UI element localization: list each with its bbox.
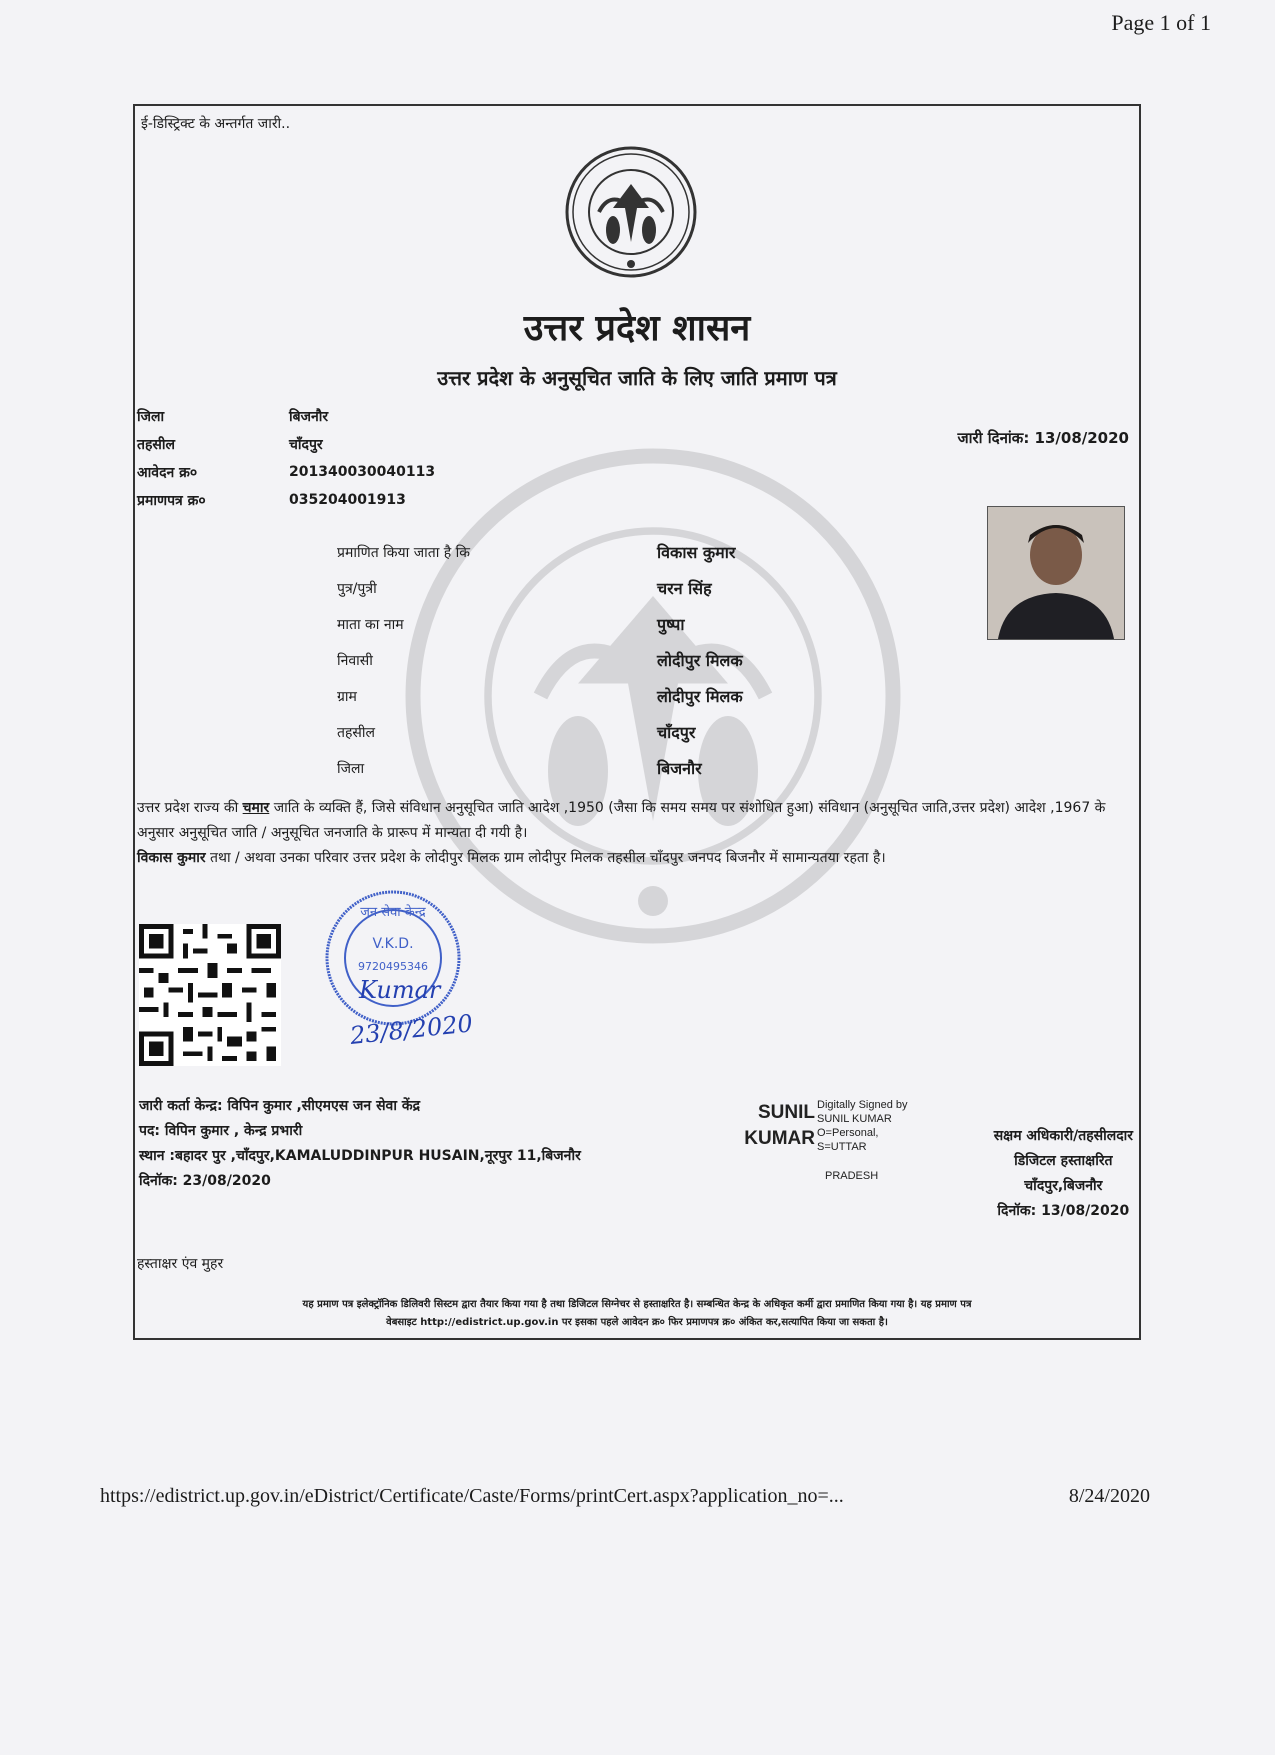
authority-place: चाँदपुर,बिजनौर — [1024, 1178, 1103, 1194]
certificate-subtitle: उत्तर प्रदेश के अनुसूचित जाति के लिए जाति प्रमाण पत्र — [437, 366, 837, 390]
issuing-center — [139, 1094, 581, 1194]
detail-row-resident — [337, 642, 743, 678]
issuer-post: पद: विपिन कुमार , केन्द्र प्रभारी — [139, 1123, 303, 1139]
authority-title: सक्षम अधिकारी/तहसीलदार — [993, 1128, 1133, 1144]
detail-value: बिजनौर — [657, 759, 702, 778]
meta-label: प्रमाणपत्र क्र० — [137, 492, 206, 509]
sign-and-seal-label: हस्ताक्षर एंव मुहर — [137, 1256, 224, 1272]
stamp-phone: 9720495346 — [358, 960, 428, 973]
detail-row-name — [337, 534, 743, 570]
detail-value: लोदीपुर मिलक — [657, 687, 743, 706]
verification-note-line: यह प्रमाण पत्र इलेक्ट्रॉनिक डिलिवरी सिस्टम द्वारा तैयार किया गया है तथा डिजिटल सिग्नेचर से हस्ताक्षरित है। सम्बन्धित केन्द्र के अधिकृत कर्मी द्वारा प्रमाणित किया गया है। यह प्रमाण पत्र — [302, 1299, 972, 1310]
signer-detail-line: SUNIL KUMAR — [817, 1113, 892, 1125]
certificate-meta — [137, 402, 435, 514]
detail-label: पुत्र/पुत्री — [337, 580, 377, 597]
issuer-date: दिनॉक: 23/08/2020 — [139, 1173, 271, 1189]
meta-label: तहसील — [137, 436, 175, 453]
detail-row-parent — [337, 570, 743, 606]
meta-row-application-no — [137, 458, 435, 486]
qr-code-icon — [139, 924, 281, 1066]
statement-caste: चमार — [242, 800, 270, 816]
detail-value: विकास कुमार — [657, 543, 736, 562]
up-emblem-icon — [561, 142, 701, 282]
meta-row-certificate-no — [137, 486, 435, 514]
statement-text: तथा / अथवा उनका परिवार उत्तर प्रदेश के लोदीपुर मिलक ग्राम लोदीपुर मिलक तहसील चाँदपुर जनपद बिजनौर में सामान्यतया रहता है। — [205, 850, 886, 866]
verification-note — [145, 1296, 1129, 1332]
detail-row-mother — [337, 606, 743, 642]
detail-label: जिला — [337, 760, 365, 777]
detail-value: पुष्पा — [657, 615, 685, 634]
meta-row-tehsil — [137, 430, 435, 458]
detail-value: चरन सिंह — [657, 579, 712, 598]
stamp-date: 23/8/2020 — [348, 1009, 475, 1050]
statement-name: विकास कुमार — [137, 850, 206, 866]
stamp-org: जन सेवा केन्द्र — [360, 905, 426, 920]
edistrict-note: ई-डिस्ट्रिक्ट के अन्तर्गत जारी.. — [141, 116, 291, 132]
detail-value: लोदीपुर मिलक — [657, 651, 743, 670]
statement-text: जाति के व्यक्ति हैं, जिसे संविधान अनुसूचित जाति आदेश ,1950 (जैसा कि समय समय पर संशोधित हुआ) संविधान (अनुसूचित जाति,उत्तर प्रदेश) आदेश ,1967 के अनुसार अनुसूचित जाति / अनुसूचित जनजाति के प्रारूप में मान्यता दी गयी है। — [137, 800, 1106, 841]
authority-date: दिनॉक: 13/08/2020 — [997, 1203, 1130, 1219]
issuer-center: जारी कर्ता केन्द्र: विपिन कुमार ,सीएमएस जन सेवा केंद्र — [139, 1098, 421, 1114]
detail-label: तहसील — [337, 724, 375, 741]
signer-detail-line: Digitally Signed by — [817, 1099, 908, 1111]
signer-detail — [817, 1098, 937, 1154]
certificate-frame — [133, 104, 1141, 1340]
detail-value: चाँदपुर — [657, 723, 696, 742]
certificate-title: उत्तर प्रदेश शासन — [523, 308, 751, 349]
person-photo-icon — [988, 507, 1124, 639]
meta-value: चाँदपुर — [289, 436, 323, 453]
signer-name-line2: KUMAR — [744, 1128, 815, 1149]
competent-authority — [994, 1124, 1133, 1224]
print-url: https://edistrict.up.gov.in/eDistrict/Certificate/Caste/Forms/printCert.aspx?application_no=... — [100, 1485, 844, 1507]
detail-label: ग्राम — [337, 688, 357, 705]
stamp-initials: V.K.D. — [372, 936, 414, 952]
meta-label: जिला — [137, 408, 165, 425]
issue-date: जारी दिनांक: 13/08/2020 — [957, 429, 1129, 447]
signer-name-line1: SUNIL — [758, 1102, 815, 1123]
seal-stamp-icon — [323, 886, 493, 1066]
signer-detail-line: S=UTTAR — [817, 1141, 867, 1153]
signer-detail-state: PRADESH — [825, 1170, 879, 1182]
statement-text: उत्तर प्रदेश राज्य की — [137, 800, 243, 816]
detail-row-district — [337, 750, 743, 786]
applicant-photo — [987, 506, 1125, 640]
detail-row-village — [337, 678, 743, 714]
meta-label: आवेदन क्र० — [137, 464, 198, 481]
digital-signature — [731, 1098, 931, 1188]
detail-label: माता का नाम — [337, 616, 404, 633]
page-header: Page 1 of 1 — [1111, 10, 1211, 35]
signer-detail-line: O=Personal, — [817, 1127, 879, 1139]
issuer-place: स्थान :बहादर पुर ,चाँदपुर,KAMALUDDINPUR HUSAIN,नूरपुर 11,बिजनौर — [139, 1148, 581, 1164]
applicant-details — [337, 534, 743, 786]
certificate-statement — [137, 796, 1115, 871]
authority-signed: डिजिटल हस्ताक्षरित — [1014, 1153, 1113, 1169]
print-date: 8/24/2020 — [1068, 1485, 1150, 1507]
verification-note-line: वेबसाइट http://edistrict.up.gov.in पर इसका पहले आवेदन क्र० फिर प्रमाणपत्र क्र० अंकित कर,सत्यापित किया जा सकता है। — [386, 1317, 888, 1328]
signer-name — [731, 1100, 815, 1152]
meta-value: 201340030040113 — [289, 464, 436, 480]
stamp-signature: Kumar — [359, 976, 441, 1004]
detail-label: प्रमाणित किया जाता है कि — [337, 544, 471, 561]
meta-row-district — [137, 402, 435, 430]
meta-value: 035204001913 — [289, 492, 406, 508]
detail-row-tehsil — [337, 714, 743, 750]
detail-label: निवासी — [337, 652, 373, 669]
meta-value: बिजनौर — [289, 408, 329, 425]
